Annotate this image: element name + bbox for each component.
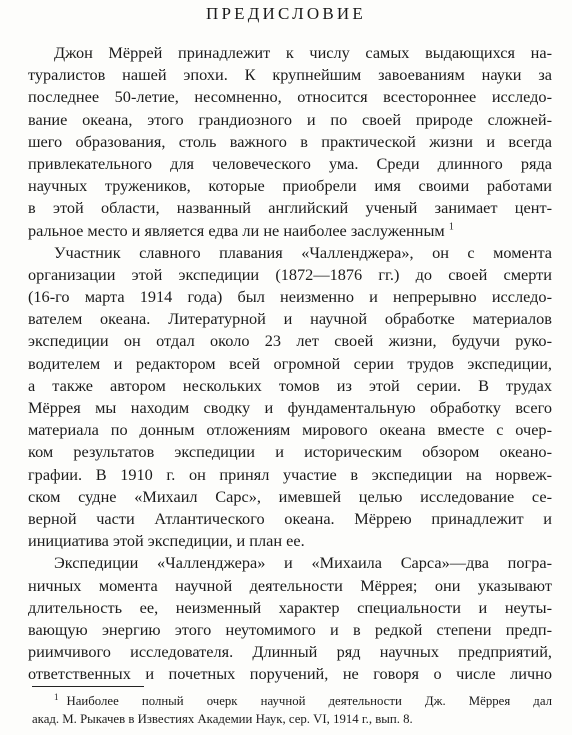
text-line: организации этой экспедиции (1872—1876 гг.) до своей смерти: [28, 264, 552, 284]
footnote-reference[interactable]: 1: [448, 221, 454, 233]
text-line-content: ральное место и является едва ли не наиболее заслуженным: [28, 220, 445, 240]
footnote-line: акад. М. Рыкачев в Известиях Академии Наук, сер. VI, 1914 г., вып. 8.: [32, 711, 413, 726]
text-line: ничных момента научной деятельности Мёррея; они указывают: [28, 575, 552, 595]
text-line: длительность ее, неизменный характер специальности и неуты-: [28, 597, 552, 617]
preface-body: [28, 42, 552, 685]
text-line: (16-го марта 1914 года) был неизменно и непрерывно исследо-: [28, 287, 552, 307]
text-line: водителем и редактором всей огромной серии трудов экспедиции,: [28, 353, 552, 373]
text-line: последнее 50-летие, несомненно, относится всестороннее исследо-: [28, 87, 552, 107]
text-line: риимчивого исследователя. Длинный ряд научных предприятий,: [28, 642, 552, 662]
text-line: Экспедиции «Чалленджера» и «Михаила Сарса»—два погра-: [54, 553, 552, 573]
text-line-with-footnote: [28, 220, 552, 242]
text-line: шего образования, столь важного в практической жизни и всегда: [28, 131, 552, 151]
text-line: Мёррея мы находим сводку и фундаментальную обработку всего: [28, 398, 552, 417]
text-line: инициатива этой экспедиции, и план ее.: [28, 531, 305, 551]
text-line: Участник славного плавания «Чалленджера», он с момента: [54, 242, 552, 262]
text-line: материала по донным отложениям мирового океана вместе с очер-: [28, 420, 552, 440]
text-line: графии. В 1910 г. он принял участие в экспедиции на норвеж-: [28, 464, 552, 484]
page-title: ПРЕДИСЛОВИЕ: [206, 4, 366, 23]
text-line: вающую энергию этого неутомимого и в редкой степени предп-: [28, 619, 552, 639]
text-line: ответственных и почетных поручений, не говоря о числе лично: [28, 664, 552, 684]
footnote-marker: 1: [54, 691, 59, 702]
text-line: туралистов нашей эпохи. К крупнейшим завоеваниям науки за: [28, 65, 552, 85]
text-line: а также автором нескольких томов из этой серии. В трудах: [28, 375, 552, 395]
text-line: ском судне «Михаил Сарс», имевшей целью исследование се-: [28, 486, 552, 506]
footnote: [32, 693, 552, 728]
text-line: верной части Атлантического океана. Мёррею принадлежит и: [28, 508, 552, 528]
text-line: Джон Мёррей принадлежит к числу самых выдающихся на-: [54, 43, 552, 62]
text-line: вание океана, этого грандиозного и по своей природе сложней-: [28, 109, 552, 129]
text-line: экспедиции он отдал около 23 лет своей жизни, будучи руко-: [28, 331, 552, 351]
footnote-divider: [32, 686, 144, 687]
text-line: в этой области, названный английский ученый занимает цент-: [28, 198, 552, 218]
text-line: привлекательного для человеческого ума. Среди длинного ряда: [28, 153, 552, 173]
footnote-line: [54, 693, 552, 711]
text-line: вателем океана. Литературной и научной обработке материалов: [28, 309, 552, 329]
text-line: ком результатов экспедиции и историческим обзором океано-: [28, 442, 552, 462]
footnote-text: Наиболее полный очерк научной деятельности Дж. Мёррея дал: [66, 694, 552, 708]
text-line: научных тружеников, которые приобрели имя своими работами: [28, 176, 552, 196]
